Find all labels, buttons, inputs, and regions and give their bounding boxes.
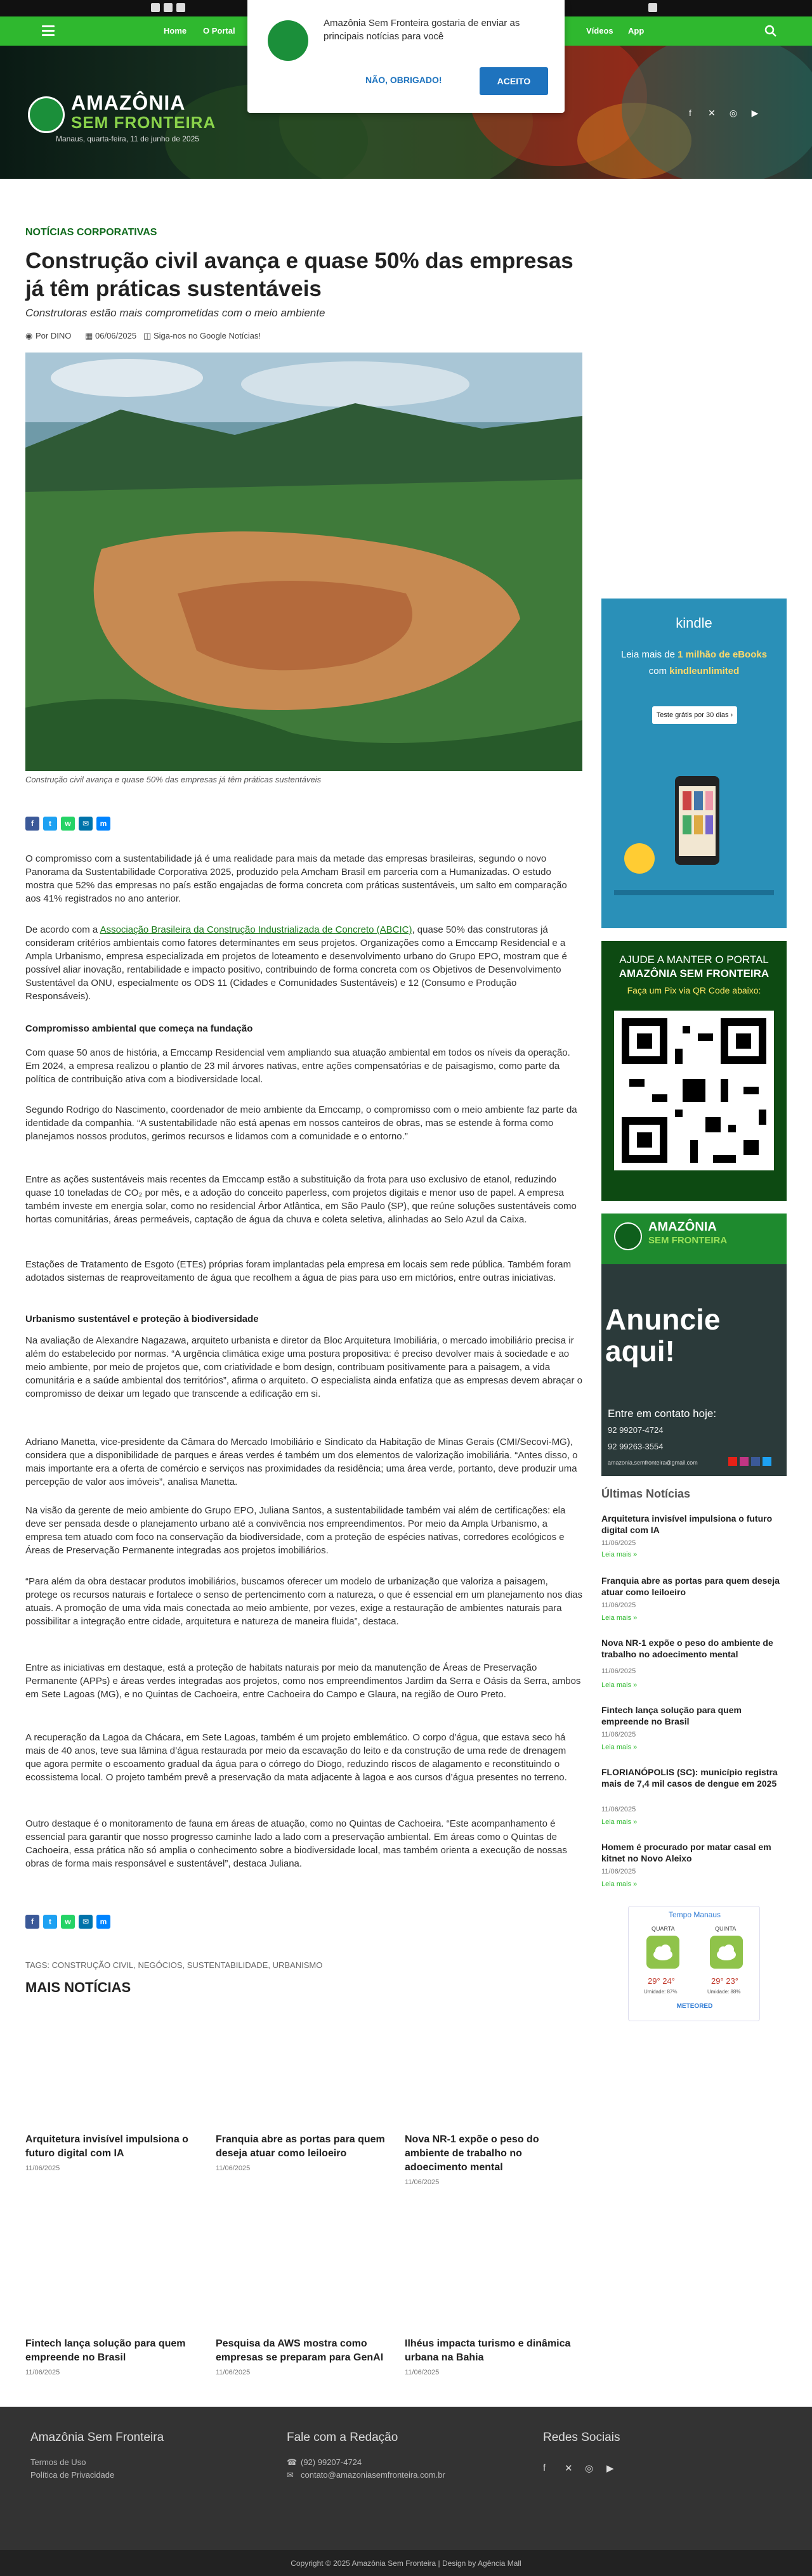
paragraph: A recuperação da Lagoa da Chácara, em Sete Lagoas, também é um projeto emblemático. O corpo d’água, que estava seco há mais de 40 anos, teve sua lâmina d’água restaurada por meio da escavação do leito e da construção de uma rede de drenagem que agora permite o escoamento gradual da água para o córrego do Diogo, reduzindo riscos de alagamento e reconstituindo o ecossistema local. O projeto também prevê a preservação da mata adjacente à lagoa e aos cursos d’água presentes no terreno. <box>25 1732 567 1783</box>
share-whatsapp-icon[interactable]: w <box>61 817 75 831</box>
youtube-icon[interactable]: ▶ <box>606 2463 614 2474</box>
latest-news-title[interactable]: FLORIANÓPOLIS (SC): município registra mais de 7,4 mil casos de dengue em 2025 <box>601 1767 778 1789</box>
news-card-date: 11/06/2025 <box>25 2369 60 2376</box>
news-card-title[interactable]: Pesquisa da AWS mostra como empresas se preparam para GenAI <box>216 2338 384 2363</box>
logo-text-line1[interactable]: AMAZÔNIA <box>71 91 186 114</box>
pix-line3: Faça um Pix via QR Code abaixo: <box>627 985 761 995</box>
paragraph: Estações de Tratamento de Esgoto (ETEs) próprias foram implantadas pela empresa em locais sem rede pública. Também foram adotados sistemas de reaproveitamento de água que recolhem a água de pias para uso em mictórios, entre outras iniciativas. <box>25 1259 572 1283</box>
read-more-link[interactable]: Leia mais » <box>601 1744 638 1751</box>
footer-col2-title: Fale com a Redação <box>287 2431 398 2444</box>
pix-qr-code[interactable] <box>614 1011 774 1170</box>
user-icon: ◉ <box>25 331 33 340</box>
nav-home[interactable]: Home <box>164 26 187 36</box>
weather-brand[interactable]: METEORED <box>676 2003 713 2010</box>
weather-title: Tempo Manaus <box>668 1910 721 1919</box>
cloud-sun-icon <box>710 1936 743 1969</box>
footer-col1-title: Amazônia Sem Fronteira <box>30 2431 164 2444</box>
instagram-icon[interactable]: ◎ <box>729 108 738 118</box>
read-more-link[interactable]: Leia mais » <box>601 1681 638 1689</box>
paragraph: Entre as iniciativas em destaque, está a proteção de habitats naturais por meio da manutenção de Áreas de Preservação Permanente (APPs) e áreas verdes integradas aos projetos, como nos empreendimentos Jardim da Serra e Oásis da Serra, ambos em Sete Lagoas (MG), e no Quintas de Cachoeira, entre Cachoeira do Campo e Glaura, na região de Ouro Preto. <box>25 1662 581 1700</box>
section-heading: Compromisso ambiental que começa na fundação <box>25 1023 253 1034</box>
paragraph: Entre as ações sustentáveis mais recentes da Emccamp estão a substituição da frota para uso exclusivo de etanol, reduzindo quase 10 toneladas de CO₂ por mês, e a adoção do conceito paperless, com projetos digitais e menor uso de papel. A empresa também investe em energia solar, como no residencial Árbor Atlântica, em São Paulo (SP), que reúne soluções sustentáveis como hortas comunitárias, áreas permeáveis, captação de água da chuva e coleta seletiva, alinhadas ao Selo Azul da Caixa. <box>25 1174 577 1225</box>
paragraph: De acordo com a Associação Brasileira da Construção Industrializada de Concreto (ABCIC), quase 50% das construtoras já consideram critérios ambientais como fatores determinantes em seus projetos. Organizações como a Emccamp Residencial e a Ampla Urbanismo, empresa especializada em projetos de loteamento e desenvolvimento urbano do Grupo EPO, mostram que é possível aliar inovação, rentabilidade e impacto positivo, contribuindo de forma concreta com os Objetivos de Desenvolvimento Sustentável da ONU, especialmente os ODS 11 (Cidades e Comunidades Sustentáveis) e 12 (Consumo e Produção Responsáveis). <box>25 924 567 1002</box>
latest-news-title[interactable]: Nova NR-1 expõe o peso do ambiente de trabalho no adoecimento mental <box>601 1638 773 1659</box>
calendar-icon: ▦ <box>85 331 93 340</box>
window-icon[interactable] <box>648 3 657 12</box>
article-author[interactable]: Por DINO <box>36 331 72 340</box>
footer-email[interactable]: contato@amazoniasemfronteira.com.br <box>301 2470 445 2480</box>
latest-news-date: 11/06/2025 <box>601 1667 636 1675</box>
nav-videos[interactable]: Vídeos <box>586 26 613 36</box>
share-twitter-icon[interactable]: t <box>43 817 57 831</box>
weather-day1-humidity: Umidade: 87% <box>644 1989 678 1995</box>
logo-text-line2[interactable]: SEM FRONTEIRA <box>71 113 216 132</box>
pix-donation-ad[interactable] <box>601 941 787 1201</box>
more-news-heading: MAIS NOTÍCIAS <box>25 1979 131 1995</box>
article-title: Construção civil avança e quase 50% das empresas já têm práticas sustentáveis <box>25 249 573 301</box>
news-card-title[interactable]: Arquitetura invisível impulsiona o futuro digital com IA <box>25 2134 188 2159</box>
news-card-title[interactable]: Franquia abre as portas para quem deseja atuar como leiloeiro <box>216 2134 385 2159</box>
paragraph: Com quase 50 anos de história, a Emccamp Residencial vem ampliando sua atuação ambiental em todos os níveis da operação. Em 2024, a empresa realizou o plantio de 23 mil árvores nativas, entre ações compensatórias e de paisagismo, como parte da política de contribuição ativa com a biodiversidade local. <box>25 1047 570 1085</box>
phone-icon: ☎ <box>287 2457 298 2467</box>
news-card-title[interactable]: Nova NR-1 expõe o peso do ambiente de trabalho no adoecimento mental <box>405 2134 539 2173</box>
weather-day1: QUARTA <box>652 1926 675 1932</box>
accept-button[interactable]: ACEITO <box>480 67 548 95</box>
paragraph: Na avaliação de Alexandre Nagazawa, arquiteto urbanista e diretor da Bloc Arquitetura Imobiliária, o mercado imobiliário precisa ir além do estabelecido por normas. “A urgência climática exige uma postura propositiva: é preciso devolver mais à sociedade e ao meio ambiente, por meio de projetos que, com criatividade e bom design, contribuam positivamente para a paisagem, a vida comunitária e a saúde ambiental dos territórios”, afirma o arquiteto. O especialista ainda enfatiza que as empresas devem abraçar o compromisso de deixar um legado que transcende a edificação em si. <box>25 1335 582 1399</box>
latest-news-heading: Últimas Notícias <box>601 1487 691 1500</box>
notification-permission-popup <box>247 0 565 113</box>
share-messenger-icon[interactable]: m <box>96 1915 110 1929</box>
latest-news-date: 11/06/2025 <box>601 1731 636 1738</box>
header-date: Manaus, quarta-feira, 11 de junho de 2025 <box>56 134 199 143</box>
article-tags[interactable]: TAGS: CONSTRUÇÃO CIVIL, NEGÓCIOS, SUSTENTABILIDADE, URBANISMO <box>25 1960 323 1970</box>
share-twitter-icon[interactable]: t <box>43 1915 57 1929</box>
popup-logo-icon <box>268 20 308 61</box>
pix-line1: AJUDE A MANTER O PORTAL <box>619 954 769 966</box>
hamburger-menu-icon[interactable] <box>42 25 55 37</box>
search-icon[interactable] <box>764 24 778 38</box>
footer-terms-link[interactable]: Termos de Uso <box>30 2457 86 2467</box>
news-card-date: 11/06/2025 <box>216 2165 251 2172</box>
footer-col3-title: Redes Sociais <box>543 2431 620 2444</box>
anuncie-phone1[interactable]: 92 99207-4724 <box>608 1425 664 1435</box>
kindle-line2: com kindleunlimited <box>648 666 740 676</box>
logo-emblem[interactable] <box>28 96 65 133</box>
anuncie-headline2: aqui! <box>605 1335 675 1368</box>
latest-news-title[interactable]: Arquitetura invisível impulsiona o futuro digital com IA <box>601 1513 773 1535</box>
latest-news-date: 11/06/2025 <box>601 1806 636 1813</box>
facebook-icon[interactable]: f <box>689 108 691 118</box>
footer-privacy-link[interactable]: Política de Privacidade <box>30 2470 115 2480</box>
weather-day2-temps: 29° 23° <box>711 1976 738 1986</box>
article-subtitle: Construtoras estão mais comprometidas com o meio ambiente <box>25 307 325 319</box>
anuncie-logo-icon <box>614 1222 642 1250</box>
nav-app[interactable]: App <box>628 26 645 36</box>
anuncie-headline1: Anuncie <box>605 1303 721 1336</box>
paragraph: O compromisso com a sustentabilidade já é uma realidade para mais da metade das empresas brasileiras, segundo o novo Panorama da Sustentabilidade Corporativa 2025, produzido pela Amcham Brasil em parceria com a Humanizadas. O estudo mostra que 52% das empresas no país estão engajadas de forma concreta com práticas sustentáveis, um salto em comparação aos 41% registrados no ano anterior. <box>25 853 567 904</box>
share-messenger-icon[interactable]: m <box>96 817 110 831</box>
google-news-link[interactable]: Siga-nos no Google Notícias! <box>154 331 261 340</box>
nav-o-portal[interactable]: O Portal <box>203 26 235 36</box>
abcic-link[interactable]: Associação Brasileira da Construção Industrializada de Concreto (ABCIC) <box>100 924 412 935</box>
weather-day1-temps: 29° 24° <box>648 1976 675 1986</box>
anuncie-contact: Entre em contato hoje: <box>608 1408 717 1420</box>
google-news-icon: ◫ <box>143 331 152 340</box>
pix-line2: AMAZÔNIA SEM FRONTEIRA <box>619 968 769 980</box>
image-caption: Construção civil avança e quase 50% das empresas já têm práticas sustentáveis <box>25 775 322 784</box>
news-card-image[interactable] <box>25 2225 207 2327</box>
paragraph: Segundo Rodrigo do Nascimento, coordenador de meio ambiente da Emccamp, o compromisso com o meio ambiente faz parte da identidade da companhia. “A sustentabilidade não está apenas em nossos canteiros de obras, mas se estende à forma como planejamos nossos produtos, gerimos recursos e lidamos com a comunidade e o entorno.” <box>25 1104 577 1142</box>
kindle-line1: Leia mais de 1 milhão de eBooks <box>620 649 768 660</box>
advertise-here-ad[interactable] <box>601 1214 787 1476</box>
news-card-image[interactable] <box>405 2023 586 2124</box>
youtube-icon[interactable]: ▶ <box>751 108 759 118</box>
latest-news-date: 11/06/2025 <box>601 1602 636 1609</box>
kindle-ad[interactable] <box>601 599 787 928</box>
copyright: Copyright © 2025 Amazônia Sem Fronteira | Design by Agência Mall <box>291 2559 521 2568</box>
share-email-icon[interactable]: ✉ <box>79 1915 93 1929</box>
share-whatsapp-icon[interactable]: w <box>61 1915 75 1929</box>
footer-phone[interactable]: (92) 99207-4724 <box>301 2457 362 2467</box>
read-more-link[interactable]: Leia mais » <box>601 1880 638 1888</box>
paragraph: Na visão da gerente de meio ambiente do Grupo EPO, Juliana Santos, a sustentabilidade também vai além de certificações: ela deve ser pensada desde o planejamento urbano até a convivência nos empreendimentos. Por meio da Ampla Urbanismo, a empresa tem atuado com foco na conservação da biodiversidade, com a proteção de espécies nativas, corredores ecológicos e Áreas de Preservação Permanente integradas aos projetos imobiliários. <box>25 1505 566 1556</box>
news-card-title[interactable]: Fintech lança solução para quem empreende no Brasil <box>25 2338 186 2363</box>
share-facebook-icon[interactable]: f <box>25 1915 39 1929</box>
footer-bottom-bar <box>0 2550 812 2576</box>
latest-news-title[interactable]: Homem é procurado por matar casal em kitnet no Novo Aleixo <box>601 1842 771 1863</box>
email-icon: ✉ <box>287 2470 294 2480</box>
paragraph: Adriano Manetta, vice-presidente da Câmara do Mercado Imobiliário e Sindicato da Habitação de Minas Gerais (CMI/Secovi-MG), considera que a disponibilidade de parques e áreas verdes é também um dos elementos de valorização imobiliária. “Antes disso, o mais importante era a oferta de comércio e serviços nas proximidades da residência; uma área verde, portanto, deve produzir uma percepção de valor aos imóveis”, analisa Manetta. <box>25 1437 578 1487</box>
decline-button[interactable]: NÃO, OBRIGADO! <box>365 75 442 85</box>
news-card-title[interactable]: Ilhéus impacta turismo e dinâmica urbana na Bahia <box>405 2338 571 2363</box>
next-icon[interactable] <box>176 3 185 12</box>
article-hero-image <box>25 353 582 771</box>
news-card-date: 11/06/2025 <box>216 2369 251 2376</box>
anuncie-logo-line2: SEM FRONTEIRA <box>648 1235 728 1246</box>
article-date: 06/06/2025 <box>95 331 137 340</box>
kindle-trial-button[interactable]: Teste grátis por 30 dias › <box>652 706 737 724</box>
weather-widget[interactable] <box>628 1906 760 2021</box>
paragraph: Outro destaque é o monitoramento de fauna em áreas de atuação, como no Quintas de Cachoeira. “Este acompanhamento é essencial para garantir que nosso progresso caminhe lado a lado com a preservação ambiental. Em áreas como o Quintas de Cachoeira, essa prática não só amplia o conhecimento sobre a biodiversidade local, mas também orienta a execução de nossas obras de forma mais responsável e sustentável”, destaca Juliana. <box>25 1818 567 1869</box>
news-card-date: 11/06/2025 <box>405 2369 440 2376</box>
news-card-image[interactable] <box>405 2225 586 2327</box>
section-heading: Urbanismo sustentável e proteção à biodiversidade <box>25 1314 259 1324</box>
news-card-image[interactable] <box>216 2225 397 2327</box>
latest-news-date: 11/06/2025 <box>601 1539 636 1547</box>
popup-message: Amazônia Sem Fronteira gostaria de enviar as principais notícias para você <box>324 18 520 42</box>
anuncie-email[interactable]: amazonia.semfronteira@gmail.com <box>608 1460 698 1466</box>
instagram-icon[interactable]: ◎ <box>585 2463 594 2474</box>
news-card-image[interactable] <box>216 2023 397 2124</box>
read-more-link[interactable]: Leia mais » <box>601 1818 638 1826</box>
latest-news-date: 11/06/2025 <box>601 1868 636 1875</box>
anuncie-logo-line1: AMAZÔNIA <box>648 1220 717 1234</box>
article-category[interactable]: NOTÍCIAS CORPORATIVAS <box>25 227 157 238</box>
prev-icon[interactable] <box>151 3 160 12</box>
kindle-brand: kindle <box>676 615 712 631</box>
pause-icon[interactable] <box>164 3 173 12</box>
share-facebook-icon[interactable]: f <box>25 817 39 831</box>
latest-news-title[interactable]: Fintech lança solução para quem empreende no Brasil <box>601 1705 742 1726</box>
x-icon[interactable]: ✕ <box>708 108 716 118</box>
weather-day2: QUINTA <box>715 1926 737 1932</box>
read-more-link[interactable]: Leia mais » <box>601 1551 638 1558</box>
read-more-link[interactable]: Leia mais » <box>601 1614 638 1622</box>
latest-news-title[interactable]: Franquia abre as portas para quem deseja atuar como leiloeiro <box>601 1576 780 1597</box>
x-icon[interactable]: ✕ <box>565 2463 573 2474</box>
news-card-date: 11/06/2025 <box>405 2178 440 2186</box>
paragraph: “Para além da obra destacar produtos imobiliários, buscamos oferecer um modelo de urbanização que valoriza a paisagem, protege os recursos naturais e fortalece o senso de pertencimento com a natureza, o que é essencial em um planejamento nos dias atuais. A promoção de uma vida mais conectada ao meio ambiente, por vezes, exige a restauração de ambientes naturais para possibilitar a integração entre cidade, arquitetura e natureza de maneira fluida”, destaca. <box>25 1576 583 1627</box>
anuncie-phone2[interactable]: 92 99263-3554 <box>608 1442 664 1451</box>
kindle-illustration <box>614 763 774 922</box>
cloud-sun-icon <box>646 1936 679 1969</box>
facebook-icon[interactable]: f <box>543 2463 546 2473</box>
share-email-icon[interactable]: ✉ <box>79 817 93 831</box>
news-card-image[interactable] <box>25 2023 207 2124</box>
news-card-date: 11/06/2025 <box>25 2165 60 2172</box>
anuncie-social-icons[interactable] <box>728 1457 782 1466</box>
weather-day2-humidity: Umidade: 88% <box>707 1989 741 1995</box>
